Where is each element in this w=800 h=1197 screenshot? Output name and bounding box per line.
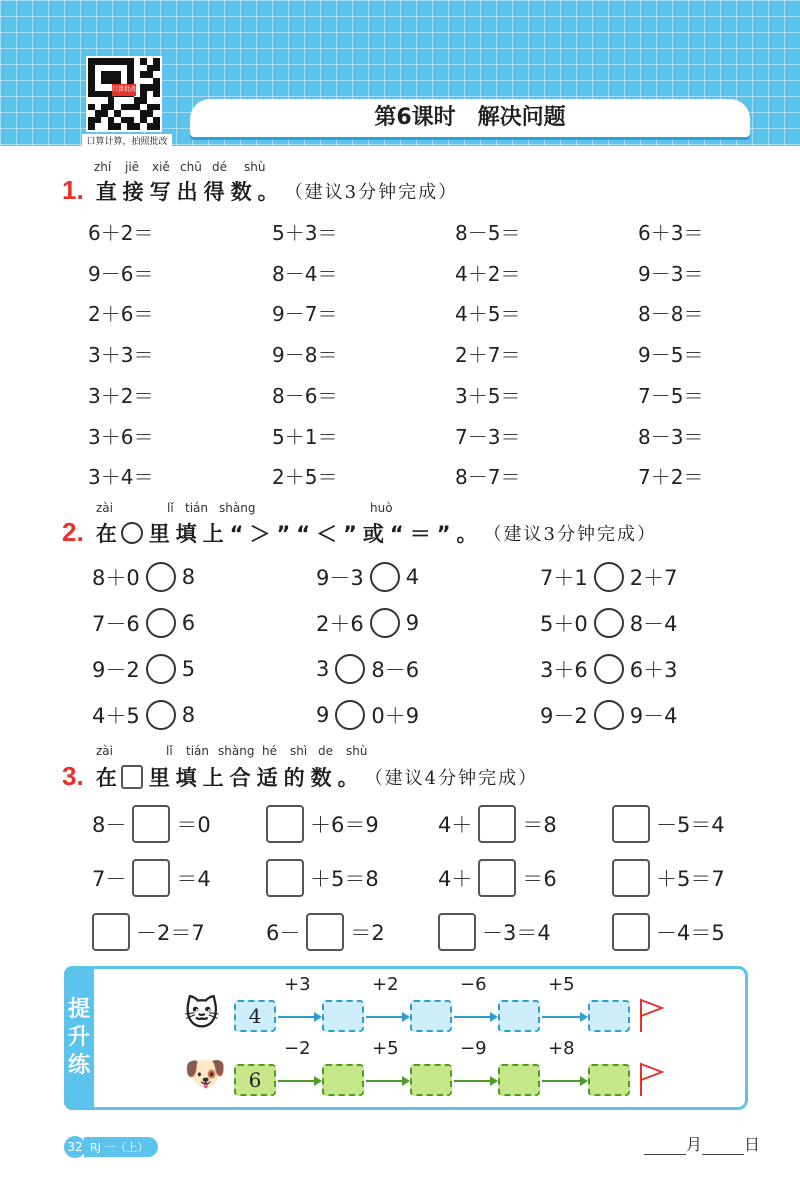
answer-box[interactable] (612, 859, 650, 897)
q3-equation (92, 859, 211, 897)
q2-heading (62, 516, 657, 548)
q2-comparison (316, 562, 419, 592)
q3-suffix: ＝6 (522, 867, 557, 891)
q3-suffix: ＝0 (176, 813, 211, 837)
q3-time-note: （建议4分钟完成） (364, 768, 539, 789)
answer-box[interactable] (266, 859, 304, 897)
chain-operation: +3 (284, 974, 311, 995)
q1-expression[interactable]: 8－4＝ (272, 261, 338, 286)
q1-heading (62, 174, 458, 206)
q2-left-expr: 3 (316, 657, 330, 681)
q1-expression[interactable]: 2＋7＝ (455, 343, 521, 368)
q2-left-expr: 2＋6 (316, 612, 364, 636)
answer-circle[interactable] (594, 700, 624, 730)
answer-box[interactable] (132, 805, 170, 843)
pinyin-syllable: zài (96, 501, 113, 515)
box-symbol-icon (121, 765, 143, 789)
answer-circle[interactable] (370, 608, 400, 638)
chain-arrow-icon (366, 1080, 408, 1082)
chain-arrow-icon (454, 1016, 496, 1018)
q1-expression[interactable]: 9－5＝ (638, 343, 704, 368)
chain-arrow-icon (278, 1080, 320, 1082)
q2-comparison (316, 654, 419, 684)
q3-suffix: －4＝5 (656, 921, 725, 945)
q3-suffix: ＝4 (176, 867, 211, 891)
q2-comparison (540, 608, 677, 638)
q1-expression[interactable]: 3＋4＝ (88, 465, 154, 490)
q1-expression[interactable]: 5＋3＝ (272, 221, 338, 245)
pinyin-syllable: chū (180, 160, 202, 174)
pinyin-syllable: xiě (152, 160, 170, 174)
pinyin-syllable: tián (186, 744, 209, 758)
chain-operation: +5 (548, 974, 575, 995)
answer-box[interactable] (612, 913, 650, 951)
q1-expression[interactable]: 9－6＝ (88, 261, 154, 286)
answer-box[interactable] (132, 859, 170, 897)
answer-circle[interactable] (370, 562, 400, 592)
q3-prefix: 8－ (92, 813, 127, 837)
chain-answer-box[interactable] (410, 1064, 452, 1096)
pinyin-syllable: shù (346, 744, 368, 758)
finish-flag-icon (638, 998, 664, 1032)
q1-expression[interactable]: 8－5＝ (455, 221, 521, 245)
chain-arrow-icon (278, 1016, 320, 1018)
answer-circle[interactable] (335, 654, 365, 684)
chain-operation: +8 (548, 1038, 575, 1059)
q1-expression[interactable]: 8－8＝ (638, 302, 704, 327)
month-blank[interactable] (644, 1137, 686, 1155)
q3-suffix: ＝8 (522, 813, 557, 837)
q1-number: 1. (62, 175, 84, 205)
finish-flag-icon (638, 1062, 664, 1096)
chain-operation: +2 (372, 974, 399, 995)
q2-comparison (540, 562, 677, 592)
q3-prefix: 7－ (92, 867, 127, 891)
q3-instruction-a: 在 (95, 766, 123, 790)
chain-answer-box[interactable] (588, 1000, 630, 1032)
lesson-title: 第6课时 解决问题 (190, 99, 750, 137)
chain-operation: −9 (460, 1038, 487, 1059)
pinyin-syllable: zhí (94, 160, 112, 174)
page-footer (64, 1136, 158, 1158)
q2-right-expr: 6＋3 (629, 658, 678, 682)
q1-expression[interactable]: 9－7＝ (272, 302, 338, 327)
q2-left-expr: 7－6 (92, 612, 140, 636)
date-fields (644, 1132, 760, 1155)
q3-suffix: －2＝7 (136, 921, 205, 945)
practice-tag (64, 966, 94, 1110)
q2-comparison (92, 608, 195, 638)
q2-comparison (316, 608, 419, 638)
answer-box[interactable] (438, 913, 476, 951)
q1-expression[interactable]: 2＋6＝ (88, 302, 154, 327)
chain-answer-box[interactable] (498, 1064, 540, 1096)
q3-equation (612, 859, 725, 897)
chain-answer-box[interactable] (322, 1064, 364, 1096)
q2-left-expr: 4＋5 (92, 704, 140, 728)
q3-equation (438, 859, 557, 897)
q2-right-expr: 5 (181, 657, 196, 681)
q2-left-expr: 9 (316, 703, 330, 727)
pinyin-syllable: shù (244, 160, 266, 174)
pinyin-syllable: shàng (219, 501, 256, 515)
q2-comparison (92, 700, 195, 730)
q1-expression[interactable]: 3＋3＝ (88, 343, 154, 368)
chain-arrow-icon (454, 1080, 496, 1082)
q2-left-expr: 5＋0 (540, 612, 588, 636)
q1-expression[interactable]: 9－3＝ (638, 261, 704, 286)
q2-right-expr: 9－4 (629, 704, 678, 728)
practice-tag-char: 升 (67, 1025, 90, 1050)
q2-comparison (540, 654, 677, 684)
q1-expression[interactable]: 8－6＝ (272, 383, 338, 408)
q2-left-expr: 9－2 (92, 658, 140, 682)
q2-right-expr: 8－4 (629, 612, 678, 636)
q1-expression[interactable]: 9－8＝ (272, 343, 338, 368)
answer-circle[interactable] (146, 562, 176, 592)
q2-right-expr: 8－6 (371, 658, 420, 682)
q1-expression[interactable]: 7－3＝ (455, 424, 521, 449)
chain-operation: −6 (460, 974, 487, 995)
q2-instruction-a: 在 (95, 522, 123, 546)
q1-expression[interactable]: 3＋2＝ (88, 383, 154, 408)
q3-prefix: 4＋ (438, 867, 473, 891)
answer-circle[interactable] (146, 700, 176, 730)
q3-equation (266, 859, 379, 897)
answer-box[interactable] (306, 913, 344, 951)
q3-equation (438, 805, 557, 843)
q1-expression[interactable]: 7＋2＝ (638, 465, 704, 490)
cat-icon: 🐱 (184, 994, 220, 1034)
q3-prefix: 4＋ (438, 813, 473, 837)
pinyin-syllable: huò (370, 501, 393, 515)
day-label: 日 (744, 1135, 761, 1154)
q2-left-expr: 9－3 (316, 566, 364, 590)
q2-comparison (316, 700, 419, 730)
q2-left-expr: 9－2 (540, 704, 588, 728)
q3-equation (612, 805, 725, 843)
q1-expression[interactable]: 3＋6＝ (88, 424, 154, 449)
q1-expression[interactable]: 2＋5＝ (272, 465, 338, 490)
q3-suffix: ＋5＝8 (310, 867, 379, 891)
q3-suffix: ＋6＝9 (310, 813, 379, 837)
answer-circle[interactable] (594, 608, 624, 638)
chain-answer-box[interactable] (322, 1000, 364, 1032)
qr-caption: 口算计算，拍照批改 (82, 134, 172, 147)
pinyin-syllable: dé (212, 160, 227, 174)
circle-symbol-icon (121, 522, 143, 544)
chain-answer-box[interactable] (410, 1000, 452, 1032)
chain-arrow-icon (366, 1016, 408, 1018)
q2-right-expr: 8 (181, 565, 196, 589)
pinyin-syllable: shì (290, 744, 308, 758)
chain-operation: +5 (372, 1038, 399, 1059)
pinyin-syllable: de (318, 744, 333, 758)
q1-expression[interactable]: 5＋1＝ (272, 424, 338, 449)
practice-tag-char: 提 (67, 997, 90, 1022)
q1-expression[interactable]: 4＋5＝ (455, 302, 521, 327)
chain-start-box: 4 (234, 1000, 276, 1032)
q2-instruction-b: 里填上“＞”“＜”或“＝”。 (148, 522, 484, 546)
answer-circle[interactable] (594, 562, 624, 592)
edition-label: RJ 一（上） (84, 1137, 158, 1157)
answer-box[interactable] (478, 859, 516, 897)
q3-suffix: ＝2 (350, 921, 385, 945)
qr-module (153, 123, 160, 130)
q2-comparison (92, 562, 195, 592)
q3-instruction-b: 里填上合适的数。 (148, 766, 365, 790)
q1-expression[interactable]: 6＋3＝ (638, 221, 704, 245)
answer-circle[interactable] (335, 700, 365, 730)
q3-suffix: －5＝4 (656, 813, 725, 837)
pinyin-syllable: shàng (218, 744, 255, 758)
pinyin-syllable: hé (262, 744, 277, 758)
answer-box[interactable] (266, 805, 304, 843)
pinyin-syllable: lǐ (166, 744, 173, 758)
chain-arrow-icon (542, 1080, 586, 1082)
qr-logo: 口算批改 (112, 84, 136, 96)
q3-equation (438, 913, 551, 951)
page-number: 32 (64, 1136, 86, 1158)
q2-right-expr: 8 (181, 703, 196, 727)
q3-equation (92, 913, 205, 951)
answer-circle[interactable] (594, 654, 624, 684)
practice-tag-char: 练 (67, 1053, 90, 1078)
q3-suffix: －3＝4 (482, 921, 551, 945)
dog-icon: 🐶 (184, 1054, 227, 1094)
q1-time-note: （建议3分钟完成） (284, 182, 459, 203)
q1-expression[interactable]: 6＋2＝ (88, 221, 154, 245)
day-blank[interactable] (702, 1137, 744, 1155)
q1-expression[interactable]: 4＋2＝ (455, 261, 521, 286)
q1-expression[interactable]: 7－5＝ (638, 383, 704, 408)
pinyin-syllable: tián (185, 501, 208, 515)
chain-arrow-icon (542, 1016, 586, 1018)
q3-suffix: ＋5＝7 (656, 867, 725, 891)
q3-number: 3. (62, 761, 84, 791)
pinyin-syllable: zài (96, 744, 113, 758)
q2-right-expr: 6 (181, 611, 196, 635)
q2-right-expr: 9 (405, 611, 420, 635)
q2-number: 2. (62, 517, 84, 547)
pinyin-syllable: lǐ (167, 501, 174, 515)
q3-equation (266, 913, 385, 951)
q3-equation (612, 913, 725, 951)
q1-expression[interactable]: 8－7＝ (455, 465, 521, 490)
answer-circle[interactable] (146, 608, 176, 638)
chain-start-box: 6 (234, 1064, 276, 1096)
q2-right-expr: 4 (405, 565, 420, 589)
q1-expression[interactable]: 8－3＝ (638, 424, 704, 449)
q3-equation (92, 805, 211, 843)
q2-comparison (540, 700, 677, 730)
q3-heading (62, 760, 538, 792)
q2-left-expr: 8＋0 (92, 566, 140, 590)
answer-circle[interactable] (146, 654, 176, 684)
q2-left-expr: 7＋1 (540, 566, 588, 590)
month-label: 月 (686, 1135, 703, 1154)
pinyin-syllable: jiē (125, 160, 140, 174)
q1-instruction: 直接写出得数。 (95, 180, 285, 204)
q2-left-expr: 3＋6 (540, 658, 588, 682)
q1-expression[interactable]: 3＋5＝ (455, 383, 521, 408)
q3-equation (266, 805, 379, 843)
chain-answer-box[interactable] (498, 1000, 540, 1032)
answer-box[interactable] (92, 913, 130, 951)
q3-prefix: 6－ (266, 921, 301, 945)
answer-box[interactable] (478, 805, 516, 843)
chain-answer-box[interactable] (588, 1064, 630, 1096)
q2-comparison (92, 654, 195, 684)
q2-time-note: （建议3分钟完成） (483, 524, 657, 545)
answer-box[interactable] (612, 805, 650, 843)
q2-right-expr: 2＋7 (629, 566, 678, 590)
q2-right-expr: 0＋9 (371, 704, 420, 728)
chain-operation: −2 (284, 1038, 311, 1059)
